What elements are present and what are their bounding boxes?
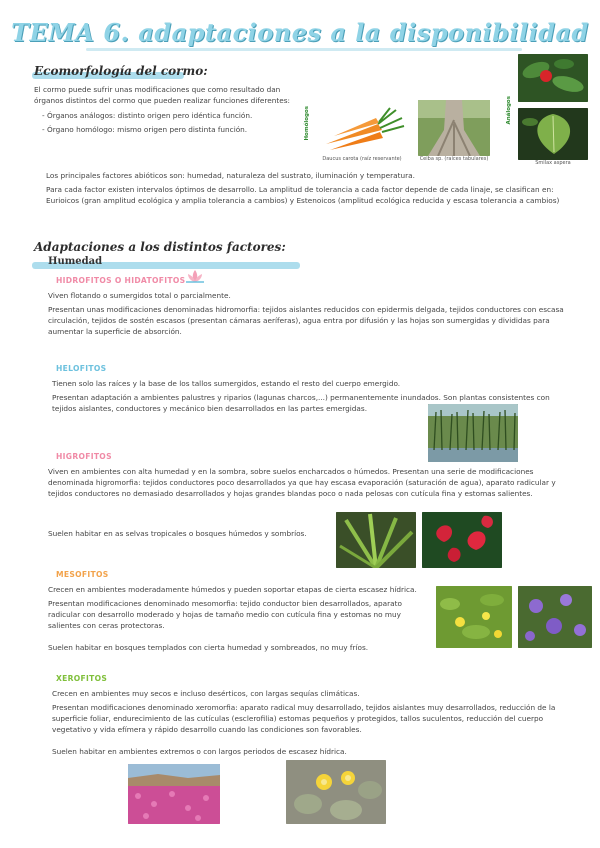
label-analogos: Análogos — [506, 96, 512, 125]
xerofitos-line1: Crecen en ambientes muy secos e incluso desérticos, con largas sequías climáticas. — [52, 689, 360, 698]
caption-carrot: Daucus carota (raíz reservante) — [322, 156, 402, 162]
section1-tolerance: Para cada factor existen intervalos óptimos de desarrollo. La amplitud de tolerancia a cada factor depende de cada linaje, se clasifican en: Eurioicos (gran amplitud ecológica y amplia tolerancia a cambios) y Estenoicos (amplitud ecológica reducida y escasa tolerancia a cambios) — [46, 185, 560, 206]
section1-intro: El cormo puede sufrir unas modificaciones que como resultado dan órganos distintos del cormo que pueden realizar funciones diferentes: — [34, 85, 290, 106]
caption-ruscus: Ruscus aculeatus — [531, 102, 575, 108]
violet-photo — [518, 586, 592, 648]
section-heading-adaptaciones: Adaptaciones a los distintos factores: — [34, 240, 286, 254]
carrot-photo — [316, 104, 408, 154]
subheading-humedad: Humedad — [48, 256, 103, 267]
tag-helofitos: HELOFITOS — [56, 364, 107, 373]
helofitos-line1: Tienen solo las raíces y la base de los tallos sumergidos, estando el resto del cuerpo emergido. — [52, 379, 401, 388]
anthurium-photo — [422, 512, 502, 568]
ceiba-photo — [418, 100, 490, 156]
tag-hidrofitos: HIDROFITOS O HIDATOFITOS — [56, 276, 186, 285]
caption-smilax: Smilax aspera — [535, 160, 571, 166]
hidrofitos-line2: Presentan unas modificaciones denominadas hidromorfia: tejidos aislantes reducidos con epidermis delgada, tejidos conductores con escasa circulación, tejidos de sostén escasos (presentan cámaras aeríferas), agua entra por difusión y las hojas son sumergidas y divididas para aumentar la superficie de absorción. — [48, 305, 564, 337]
yellow-flower-photo — [436, 586, 512, 648]
desert-bloom-photo — [128, 764, 220, 824]
page-title: TEMA 6. adaptaciones a la disponibilidad — [11, 18, 589, 47]
smilax-photo — [518, 108, 588, 160]
lotus-icon — [184, 268, 206, 288]
tag-higrofitos: HIGROFITOS — [56, 452, 112, 461]
fern-photo — [336, 512, 416, 568]
ruscus-photo — [518, 54, 588, 102]
section1-bullet: - Órganos análogos: distinto origen pero idéntica función. — [42, 111, 253, 120]
higrofitos-line2: Suelen habitar en as selvas tropicales o bosques húmedos y sombríos. — [48, 529, 307, 538]
mesofitos-line2: Presentan modificaciones denominado mesomorfia: tejido conductor bien desarrollados, aparato radicular con desarrollo moderado y hojas de tamaño medio con cutícula fina y estomas no muy salientes con ceras protectoras. — [48, 599, 402, 631]
section-heading-ecomorfologia: Ecomorfología del cormo: — [34, 64, 208, 78]
helofitos-line2: Presentan adaptación a ambientes palustres y riparios (lagunas charcos,...) permanentemente inundados. Son plantas consistentes con tejidos aislantes, conductores y mecánico bien desarrollados en las partes emergidas. — [52, 393, 550, 414]
xerofitos-line3: Suelen habitar en ambientes extremos o con largos periodos de escasez hídrica. — [52, 747, 347, 756]
label-homologos: Homólogos — [304, 106, 310, 141]
succulent-photo — [286, 760, 386, 824]
tag-mesofitos: MESOFITOS — [56, 570, 109, 579]
mesofitos-line3: Suelen habitar en bosques templados con cierta humedad y sombreados, no muy fríos. — [48, 643, 369, 652]
section1-bullet: - Órgano homólogo: mismo origen pero distinta función. — [42, 125, 248, 134]
mesofitos-line1: Crecen en ambientes moderadamente húmedos y pueden soportar etapas de cierta escasez hídrica. — [48, 585, 417, 594]
tag-xerofitos: XEROFITOS — [56, 674, 108, 683]
xerofitos-line2: Presentan modificaciones denominado xeromorfia: aparato radical muy desarrollado, tejidos aislantes muy desarrollados, reducción de la superficie foliar, endurecimiento de las cutículas (esclerofilia) estomas pequeños y protegidos, tallos suculentos, reducción del cuerpo vegetativo y vida efímera y rápido desarrollo cuando las condiciones son favorables. — [52, 703, 556, 735]
higrofitos-line1: Viven en ambientes con alta humedad y en la sombra, sobre suelos encharcados o húmedos. Presentan una serie de modificaciones denominada higromorfia: tejidos conductores poco desarrollados ya que hay escasa evaporación (saturación de agua), aparato radicular y tejidos conductores no demasiado desarrollados y hojas grandes blandas poco o nada pelosas con cutícula fina y estomas salientes. — [48, 467, 556, 499]
section1-factors: Los principales factores abióticos son: humedad, naturaleza del sustrato, iluminación y temperatura. — [46, 171, 415, 180]
hidrofitos-line1: Viven flotando o sumergidos total o parcialmente. — [48, 291, 231, 300]
caption-ceiba: Ceiba sp. (raíces tabulares) — [419, 156, 489, 162]
title-underline — [86, 48, 522, 51]
reeds-photo — [428, 404, 518, 462]
